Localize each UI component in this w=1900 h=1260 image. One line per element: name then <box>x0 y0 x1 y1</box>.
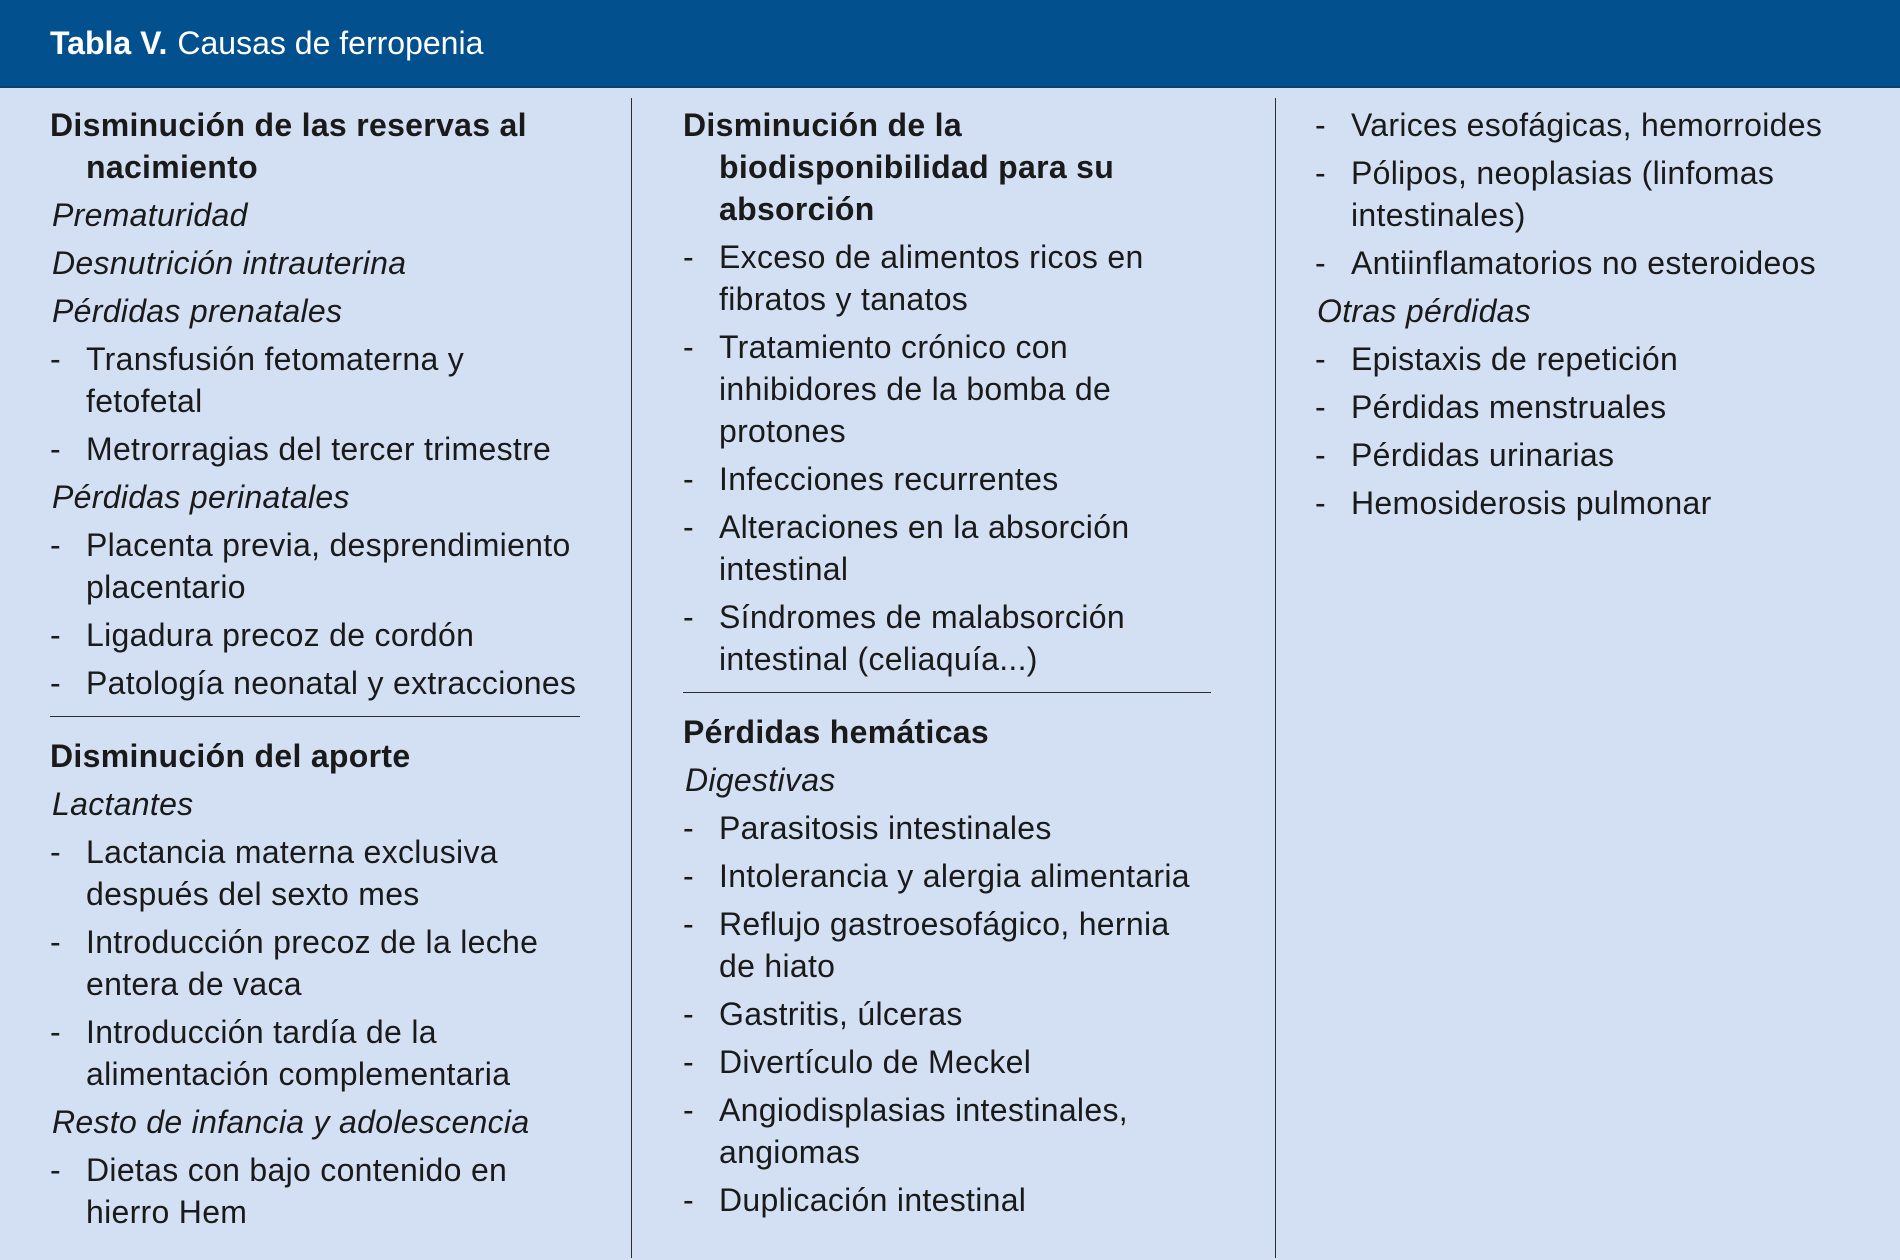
dash-bullet: - <box>683 329 694 365</box>
list-item <box>50 524 580 608</box>
list-item <box>683 993 1211 1035</box>
list-item-text: Duplicación intestinal <box>719 1182 1027 1218</box>
subsection-label: Lactantes <box>52 786 194 822</box>
table-title: Causas de ferropenia <box>177 24 484 61</box>
subsection-label: Prematuridad <box>52 197 248 233</box>
list-item <box>1315 104 1875 146</box>
list-item-text: Alteraciones en la absorción intestinal <box>719 509 1130 587</box>
list-item <box>683 807 1211 849</box>
list-item <box>1315 338 1875 380</box>
column-divider <box>1275 98 1276 1258</box>
list-item <box>50 662 580 704</box>
list-item <box>50 831 580 915</box>
list-item <box>683 903 1211 987</box>
dash-bullet: - <box>1315 107 1326 143</box>
list-item <box>50 428 580 470</box>
list-item <box>683 458 1211 500</box>
list-item-text: Ligadura precoz de cordón <box>86 617 475 653</box>
column-divider <box>631 98 632 1258</box>
dash-bullet: - <box>683 599 694 635</box>
list-item <box>50 1149 580 1233</box>
subsection-label: Pérdidas prenatales <box>52 293 343 329</box>
list-item <box>683 1041 1211 1083</box>
dash-bullet: - <box>1315 389 1326 425</box>
column-3 <box>1315 104 1875 530</box>
dash-bullet: - <box>50 924 61 960</box>
list-item-text: Transfusión fetomaterna y fetofetal <box>86 341 465 419</box>
dash-bullet: - <box>683 810 694 846</box>
dash-bullet: - <box>683 906 694 942</box>
list-item-text: Divertículo de Meckel <box>719 1044 1032 1080</box>
list-item <box>683 1089 1211 1173</box>
list-item <box>50 338 580 422</box>
subsection-label: Otras pérdidas <box>1317 293 1532 329</box>
dash-bullet: - <box>683 1044 694 1080</box>
list-item-text: Introducción precoz de la leche entera de vaca <box>86 924 539 1002</box>
dash-bullet: - <box>50 527 61 563</box>
list-item-text: Síndromes de malabsorción intestinal (celiaquía...) <box>719 599 1125 677</box>
dash-bullet: - <box>683 858 694 894</box>
list-item-text: Antiinflamatorios no esteroideos <box>1351 245 1816 281</box>
subsection-label: Desnutrición intrauterina <box>52 245 407 281</box>
list-item-text: Lactancia materna exclusiva después del sexto mes <box>86 834 498 912</box>
dash-bullet: - <box>683 996 694 1032</box>
dash-bullet: - <box>683 1092 694 1128</box>
list-item-text: Tratamiento crónico con inhibidores de la bomba de protones <box>719 329 1112 449</box>
list-item-text: Varices esofágicas, hemorroides <box>1351 107 1823 143</box>
dash-bullet: - <box>683 509 694 545</box>
dash-bullet: - <box>50 1152 61 1188</box>
dash-bullet: - <box>683 461 694 497</box>
section-heading: Disminución de las reservas al nacimiento <box>50 107 527 185</box>
list-item <box>683 855 1211 897</box>
table-body <box>0 88 1900 1258</box>
list-item <box>50 921 580 1005</box>
list-item-text: Introducción tardía de la alimentación complementaria <box>86 1014 511 1092</box>
subsection-label: Digestivas <box>685 762 836 798</box>
list-item <box>683 236 1211 320</box>
list-item-text: Parasitosis intestinales <box>719 810 1052 846</box>
list-item <box>1315 242 1875 284</box>
list-item <box>1315 386 1875 428</box>
dash-bullet: - <box>683 1182 694 1218</box>
list-item-text: Infecciones recurrentes <box>719 461 1059 497</box>
dash-bullet: - <box>1315 155 1326 191</box>
list-item-text: Metrorragias del tercer trimestre <box>86 431 552 467</box>
list-item <box>1315 482 1875 524</box>
list-item-text: Pérdidas menstruales <box>1351 389 1667 425</box>
list-item-text: Gastritis, úlceras <box>719 996 963 1032</box>
list-item-text: Hemosiderosis pulmonar <box>1351 485 1712 521</box>
dash-bullet: - <box>1315 485 1326 521</box>
dash-bullet: - <box>50 431 61 467</box>
list-item-text: Dietas con bajo contenido en hierro Hem <box>86 1152 508 1230</box>
list-item <box>683 596 1211 680</box>
list-item <box>683 506 1211 590</box>
table-number: Tabla V. <box>50 24 168 61</box>
list-item <box>50 1011 580 1095</box>
dash-bullet: - <box>683 239 694 275</box>
list-item-text: Epistaxis de repetición <box>1351 341 1679 377</box>
list-item-text: Intolerancia y alergia alimentaria <box>719 858 1190 894</box>
dash-bullet: - <box>50 617 61 653</box>
table-header <box>0 0 1900 88</box>
dash-bullet: - <box>50 1014 61 1050</box>
dash-bullet: - <box>1315 341 1326 377</box>
dash-bullet: - <box>1315 245 1326 281</box>
dash-bullet: - <box>50 665 61 701</box>
list-item-text: Pólipos, neoplasias (linfomas intestinales) <box>1351 155 1775 233</box>
subsection-label: Pérdidas perinatales <box>52 479 350 515</box>
section-divider <box>683 692 1211 693</box>
list-item <box>1315 434 1875 476</box>
list-item-text: Patología neonatal y extracciones <box>86 665 577 701</box>
column-1 <box>50 104 580 1239</box>
section-divider <box>50 716 580 717</box>
list-item-text: Angiodisplasias intestinales, angiomas <box>719 1092 1128 1170</box>
column-2 <box>683 104 1211 1227</box>
list-item-text: Placenta previa, desprendimiento placentario <box>86 527 571 605</box>
list-item-text: Pérdidas urinarias <box>1351 437 1615 473</box>
subsection-label: Resto de infancia y adolescencia <box>52 1104 530 1140</box>
dash-bullet: - <box>50 834 61 870</box>
section-heading: Pérdidas hemáticas <box>683 714 989 750</box>
list-item <box>1315 152 1875 236</box>
list-item <box>683 1179 1211 1221</box>
section-heading: Disminución de la biodisponibilidad para su absorción <box>683 107 1115 227</box>
list-item <box>50 614 580 656</box>
dash-bullet: - <box>1315 437 1326 473</box>
list-item-text: Reflujo gastroesofágico, hernia de hiato <box>719 906 1170 984</box>
list-item <box>683 326 1211 452</box>
section-heading: Disminución del aporte <box>50 738 411 774</box>
list-item-text: Exceso de alimentos ricos en fibratos y tanatos <box>719 239 1144 317</box>
dash-bullet: - <box>50 341 61 377</box>
